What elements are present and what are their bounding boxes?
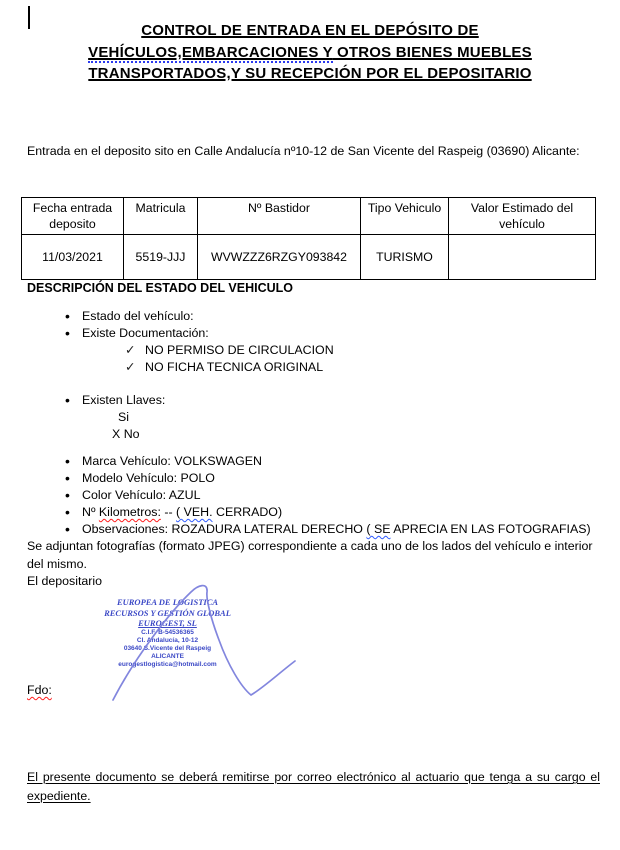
grammar-squiggle: ( VEH.: [176, 505, 213, 519]
bullet-documentacion: • Existe Documentación:: [27, 325, 594, 342]
cell-tipo-vehiculo: TURISMO: [361, 235, 449, 280]
header-matricula: Matricula: [124, 198, 198, 235]
cell-valor-estimado: [449, 235, 596, 280]
company-stamp: [75, 583, 315, 708]
table-header-row: [22, 198, 596, 235]
closing-paragraph: Se adjuntan fotografías (formato JPEG) correspondiente a cada uno de los lados del vehículo e interior del mismo.: [27, 539, 593, 571]
stamp-line-cif: C.I.F. B-54536365: [141, 628, 194, 636]
table-row: [22, 235, 596, 280]
check-icon: ✓: [125, 360, 136, 374]
header-valor-estimado: Valor Estimado del vehículo: [449, 198, 596, 235]
bullet-modelo: • Modelo Vehículo: POLO: [27, 470, 594, 487]
header-fecha-entrada: Fecha entrada deposito: [22, 198, 124, 235]
stamp-line-province: ALICANTE: [151, 652, 184, 660]
stamp-line-company-2: RECURSOS Y GESTIÓN GLOBAL: [104, 607, 231, 618]
check-icon: ✓: [125, 343, 136, 357]
doc-title: [20, 20, 600, 85]
bullet-observaciones: • Observaciones: ROZADURA LATERAL DERECHO ( SE APRECIA EN LAS FOTOGRAFIAS): [27, 521, 594, 538]
title-line-1: CONTROL DE ENTRADA EN EL DEPÓSITO DE: [141, 22, 479, 39]
bullet-llaves: • Existen Llaves:: [27, 392, 594, 409]
section-title: DESCRIPCIÓN DEL ESTADO DEL VEHICULO: [27, 281, 294, 295]
title-line-2: VEHÍCULOS,EMBARCACIONES Y OTROS BIENES MUEBLES: [88, 43, 532, 61]
check-item-permiso: ✓ NO PERMISO DE CIRCULACION: [125, 343, 334, 357]
check-item-ficha: ✓ NO FICHA TECNICA ORIGINAL: [125, 360, 324, 374]
vehicle-state-list: [27, 308, 594, 538]
grammar-squiggle: ( SE: [366, 522, 391, 536]
cell-bastidor: WVWZZZ6RZGY093842: [198, 235, 361, 280]
vehicle-table: [21, 197, 596, 280]
spellcheck-squiggle: Kilometros:: [98, 505, 161, 519]
signature-stroke: [75, 583, 315, 708]
cell-matricula: 5519-JJJ: [124, 235, 198, 280]
bullet-estado: • Estado del vehículo:: [27, 308, 594, 325]
llaves-option-si: Si: [118, 410, 130, 424]
bullet-marca: • Marca Vehículo: VOLKSWAGEN: [27, 453, 594, 470]
bullet-color: • Color Vehículo: AZUL: [27, 487, 594, 504]
bullet-kilometros: • Nº Kilometros: -- ( VEH. CERRADO): [27, 504, 594, 521]
intro-paragraph: Entrada en el deposito sito en Calle Andalucía nº10-12 de San Vicente del Raspeig (03690) Alicante:: [27, 144, 580, 158]
footer-note: El presente documento se deberá remitirse por correo electrónico al actuario que tenga a su cargo el expediente.: [27, 770, 600, 803]
cell-fecha-entrada: 11/03/2021: [22, 235, 124, 280]
spellcheck-squiggle: VEHÍCULOS,EMBARCACIONES Y: [88, 43, 333, 61]
title-line-3: TRANSPORTADOS,Y SU RECEPCIÓN POR EL DEPOSITARIO: [88, 65, 532, 82]
header-bastidor: Nº Bastidor: [198, 198, 361, 235]
stamp-line-address: Cl. Andalucía, 10-12: [136, 636, 199, 644]
stamp-line-email: eurogestlogistica@hotmail.com: [118, 660, 217, 668]
spellcheck-squiggle: Fdo:: [27, 683, 52, 697]
depositario-line: El depositario: [27, 574, 103, 588]
stamp-line-city: 03640 S.Vicente del Raspeig: [123, 644, 212, 652]
stamp-line-company-3: EUROGEST, SL: [138, 618, 197, 628]
header-tipo-vehiculo: Tipo Vehiculo: [361, 198, 449, 235]
llaves-option-no: X No: [112, 427, 140, 441]
stamp-line-company-1: EUROPEA DE LOGISTICA: [116, 597, 219, 607]
fdo-label: [27, 683, 52, 697]
